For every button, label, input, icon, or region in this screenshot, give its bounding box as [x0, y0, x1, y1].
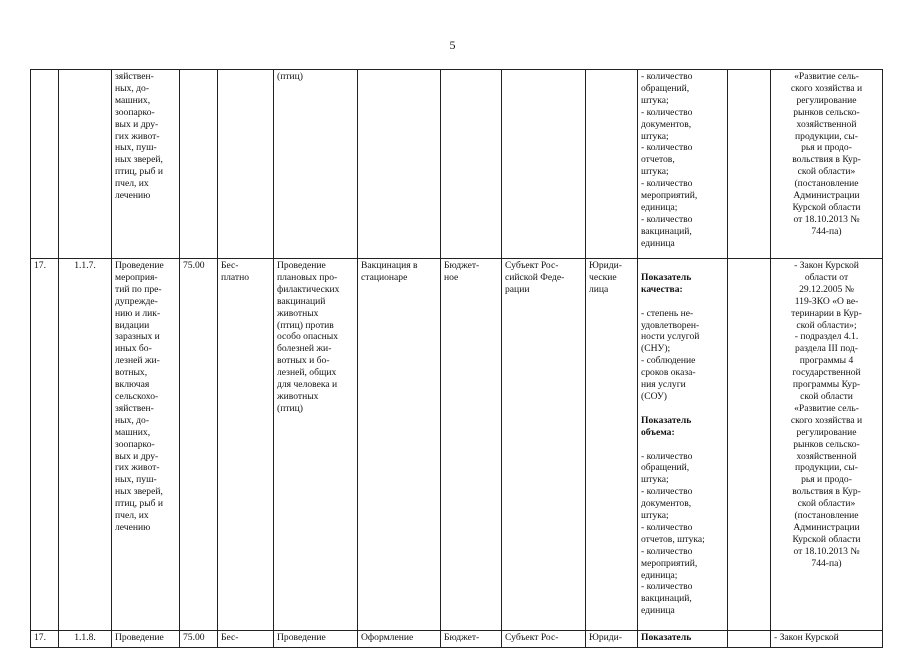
volume-indicators: - количество обращений, штука; - количество документов, штука; - количество отчетов, штука; - количество мероприятий, единица; - количество вакцинаций, единица — [641, 450, 705, 617]
payment-type — [218, 70, 274, 259]
indicators: - количество обращений, штука; - количество документов, штука; - количество отчетов, штука; - количество мероприятий, единица; - количество вакцинаций, единица — [638, 70, 728, 259]
work-name: Проведение — [274, 631, 358, 648]
table-row — [31, 70, 883, 259]
okved-code: 75.00 — [180, 259, 218, 631]
empty-cell — [728, 631, 771, 648]
provider: Субъект Рос- сийской Феде- рации — [502, 259, 586, 631]
services-table — [30, 69, 883, 648]
work-name: (птиц) — [274, 70, 358, 259]
provider: Субъект Рос- — [502, 631, 586, 648]
volume-indicator-title: Показатель объема: — [641, 414, 692, 438]
empty-cell — [728, 70, 771, 259]
table-row — [31, 631, 883, 648]
consumers: Юриди- — [586, 631, 638, 648]
service-name: Проведение — [112, 631, 180, 648]
payment-type: Бес- — [218, 631, 274, 648]
service-name: зяйствен- ных, до- машних, зоопарко- вых и дру- гих живот- ных, пуш- ных зверей, птиц, рыб и пчел, их лечению — [112, 70, 180, 259]
legal-basis: «Развитие сель- ского хозяйства и регулирование рынков сельско- хозяйственной продукции, сы- рья и продо- вольствия в Кур- ской области» (постановление Администрации Курской области от 18.10.2013 № 744-па) — [771, 70, 883, 259]
indicator-title: Показатель — [638, 631, 728, 648]
page-number: 5 — [449, 38, 456, 52]
consumers — [586, 70, 638, 259]
institution-type — [441, 70, 502, 259]
registry-code: 1.1.8. — [59, 631, 112, 648]
quality-indicators: - степень не- удовлетворен- ности услугой (СНУ); - соблюдение сроков оказа- ния услуги (СОУ) — [641, 307, 700, 402]
provider — [502, 70, 586, 259]
institution-type: Бюджет- ное — [441, 259, 502, 631]
legal-basis: - Закон Курской — [771, 631, 883, 648]
row-number — [31, 70, 59, 259]
okved-code: 75.00 — [180, 631, 218, 648]
registry-code — [59, 70, 112, 259]
payment-type: Бес- платно — [218, 259, 274, 631]
consumers: Юриди- ческие лица — [586, 259, 638, 631]
row-number: 17. — [31, 259, 59, 631]
work-content: Оформление — [358, 631, 441, 648]
row-number: 17. — [31, 631, 59, 648]
work-name: Проведение плановых про- филактических вакцинаций животных (птиц) против особо опасных болезней жи- вотных и бо- лезней, общих для человека и животных (птиц) — [274, 259, 358, 631]
service-name: Проведение мероприя- тий по пре- дупрежде- нию и лик- видации заразных и иных бо- лезней жи- вотных, включая сельскохо- зяйствен- ных, до- машних, зоопарко- вых и дру- гих живот- ных, пуш- ных зверей, птиц, рыб и пчел, их лечению — [112, 259, 180, 631]
legal-basis: - Закон Курской области от 29.12.2005 № 119-ЗКО «О ве- теринарии в Кур- ской области»; - подраздел 4.1. раздела III под- программы 4 государственной программы Кур- ской области «Развитие сель- ского хозяйства и регулирование рынков сельско- хозяйственной продукции, сы- рья и продо- вольствия в Кур- ской области» (постановление Администрации Курской области от 18.10.2013 № 744-па) — [771, 259, 883, 631]
indicators — [638, 259, 728, 631]
work-content: Вакцинация в стационаре — [358, 259, 441, 631]
okved-code — [180, 70, 218, 259]
work-content — [358, 70, 441, 259]
registry-code: 1.1.7. — [59, 259, 112, 631]
empty-cell — [728, 259, 771, 631]
table-row — [31, 259, 883, 631]
institution-type: Бюджет- — [441, 631, 502, 648]
quality-indicator-title: Показатель качества: — [641, 271, 692, 295]
